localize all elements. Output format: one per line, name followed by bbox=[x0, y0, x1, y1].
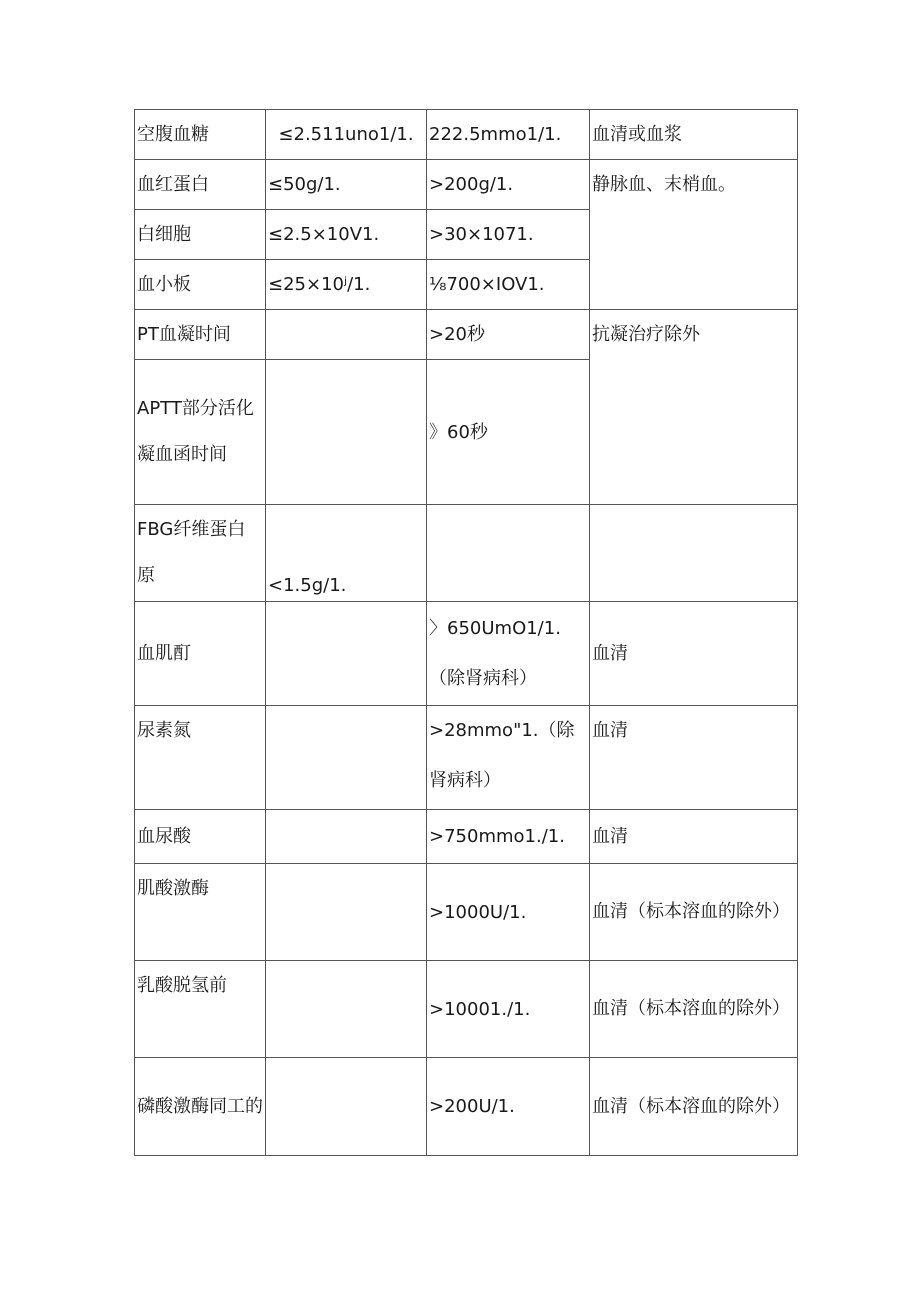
item-cell: APTT部分活化凝血函时间 bbox=[135, 360, 266, 505]
item-cell: 血红蛋白 bbox=[135, 160, 266, 210]
high-value-cell: >1000U/1. bbox=[427, 864, 590, 961]
note-cell: 血清 bbox=[590, 810, 798, 864]
low-value-cell: ≤50g/1. bbox=[266, 160, 427, 210]
note-cell: 抗凝治疗除外 bbox=[590, 310, 798, 505]
high-value-cell: >200U/1. bbox=[427, 1058, 590, 1156]
low-value-cell: ≤2.511uno1/1. bbox=[266, 110, 427, 160]
low-value-cell bbox=[266, 810, 427, 864]
low-value-cell bbox=[266, 864, 427, 961]
high-value-cell: >28mmo"1.（除肾病科） bbox=[427, 706, 590, 810]
table-row bbox=[135, 706, 798, 810]
item-cell: 血肌酊 bbox=[135, 602, 266, 706]
item-cell: FBG纤维蛋白原 bbox=[135, 505, 266, 602]
high-value-cell: >200g/1. bbox=[427, 160, 590, 210]
table-row bbox=[135, 810, 798, 864]
high-value-cell: >20秒 bbox=[427, 310, 590, 360]
note-cell: 血清 bbox=[590, 706, 798, 810]
table-row bbox=[135, 110, 798, 160]
high-value-cell: >750mmo1./1. bbox=[427, 810, 590, 864]
item-cell: 磷酸激酶同工的 bbox=[135, 1058, 266, 1156]
high-value-cell: >30×1071. bbox=[427, 210, 590, 260]
critical-values-table bbox=[134, 109, 798, 1156]
low-value-cell bbox=[266, 961, 427, 1058]
item-cell: PT血凝时间 bbox=[135, 310, 266, 360]
low-value-cell bbox=[266, 602, 427, 706]
item-cell: 血小板 bbox=[135, 260, 266, 310]
high-value-cell: 222.5mmo1/1. bbox=[427, 110, 590, 160]
table-row bbox=[135, 310, 798, 360]
note-cell: 静脉血、末梢血。 bbox=[590, 160, 798, 310]
note-cell: 血清或血浆 bbox=[590, 110, 798, 160]
table-row bbox=[135, 864, 798, 961]
table-row bbox=[135, 1058, 798, 1156]
note-cell: 血清（标本溶血的除外） bbox=[590, 1058, 798, 1156]
low-value-cell: ≤2.5×10V1. bbox=[266, 210, 427, 260]
note-cell: 血清（标本溶血的除外） bbox=[590, 961, 798, 1058]
table-row bbox=[135, 505, 798, 602]
item-cell: 肌酸激酶 bbox=[135, 864, 266, 961]
item-cell: 白细胞 bbox=[135, 210, 266, 260]
high-value-cell: 》60秒 bbox=[427, 360, 590, 505]
table-row bbox=[135, 961, 798, 1058]
item-cell: 空腹血糖 bbox=[135, 110, 266, 160]
low-value-cell: ≤25×10ʲ/1. bbox=[266, 260, 427, 310]
table-row bbox=[135, 160, 798, 210]
item-cell: 血尿酸 bbox=[135, 810, 266, 864]
low-value-cell bbox=[266, 310, 427, 360]
high-value-cell: >10001./1. bbox=[427, 961, 590, 1058]
low-value-cell bbox=[266, 360, 427, 505]
item-cell: 乳酸脱氢前 bbox=[135, 961, 266, 1058]
note-cell: 血清（标本溶血的除外） bbox=[590, 864, 798, 961]
table-row bbox=[135, 602, 798, 706]
high-value-cell: 〉650UmO1/1.（除肾病科） bbox=[427, 602, 590, 706]
high-value-cell: ⅛700×IOV1. bbox=[427, 260, 590, 310]
low-value-cell bbox=[266, 1058, 427, 1156]
low-value-cell: <1.5g/1. bbox=[266, 505, 427, 602]
note-cell bbox=[590, 505, 798, 602]
item-cell: 尿素氮 bbox=[135, 706, 266, 810]
note-cell: 血清 bbox=[590, 602, 798, 706]
low-value-cell bbox=[266, 706, 427, 810]
high-value-cell bbox=[427, 505, 590, 602]
